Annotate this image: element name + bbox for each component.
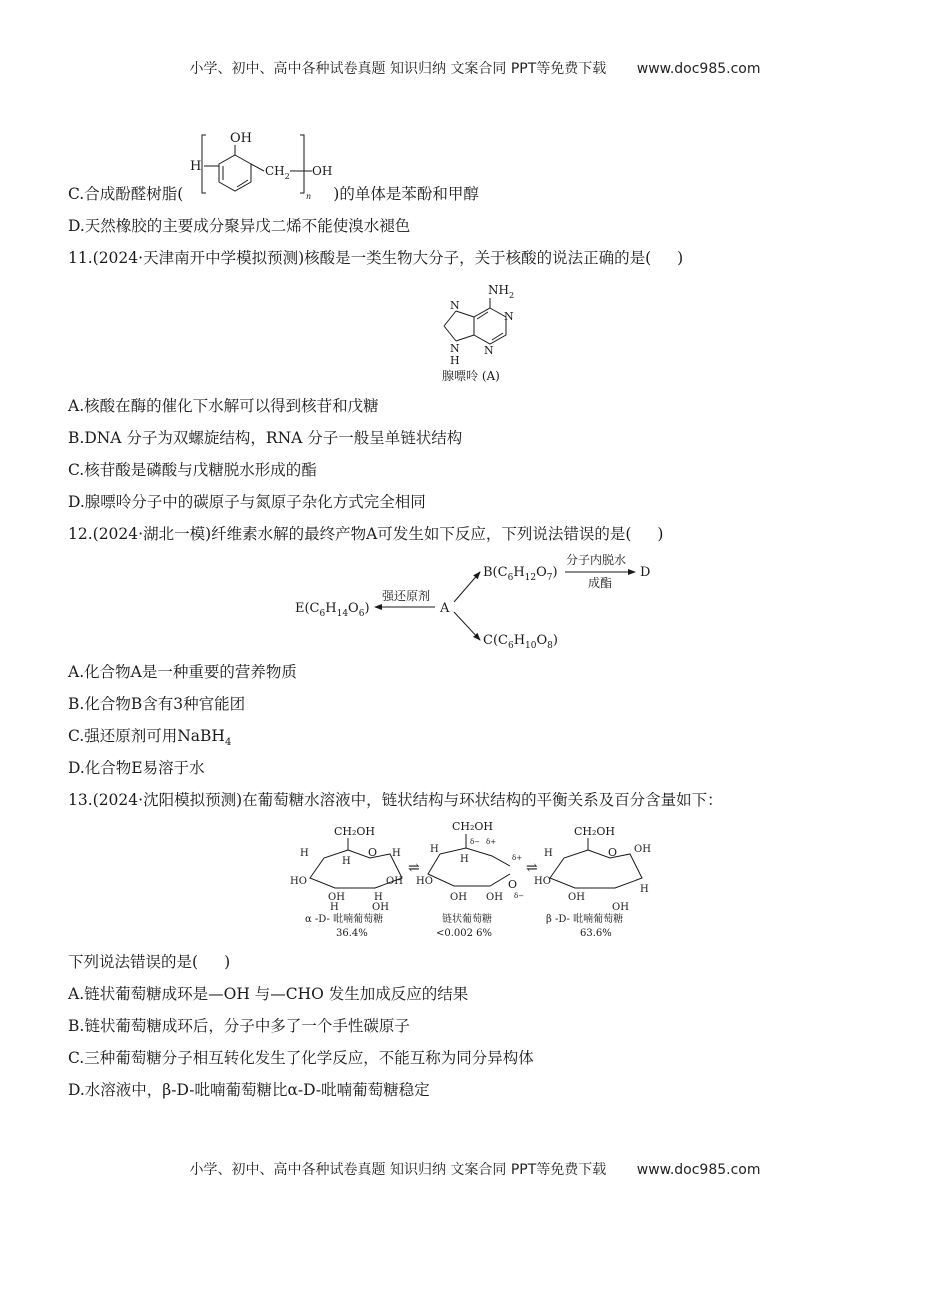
q13-option-b: B.链状葡萄糖成环后，分子中多了一个手性碳原子 [68,1017,410,1035]
svg-text:HO: HO [416,876,433,887]
q12-stem: 12.(2024·湖北一模)纤维素水解的最终产物A可发生如下反应，下列说法错误的是( ) [68,525,664,543]
beta-glucose-structure [534,825,651,939]
adenine-caption: 腺嘌呤 (A) [442,369,500,383]
q11-option-a: A.核酸在酶的催化下水解可以得到核苷和戊糖 [68,397,379,415]
q13-option-a: A.链状葡萄糖成环是—OH 与—CHO 发生加成反应的结果 [68,985,469,1003]
svg-text:OH: OH [328,892,345,903]
page-header [0,58,950,78]
q13-stem: 13.(2024·沈阳模拟预测)在葡萄糖水溶液中，链状结构与环状结构的平衡关系及百分含量如下： [68,791,723,809]
q11-stem: 11.(2024·天津南开中学模拟预测)核酸是一类生物大分子，关于核酸的说法正确的是( ) [68,249,684,267]
svg-text:OH: OH [634,844,651,855]
svg-text:OH: OH [450,892,467,903]
svg-text:OH: OH [486,892,503,903]
q11-option-d: D.腺嘌呤分子中的碳原子与氮原子杂化方式完全相同 [68,493,426,511]
alpha-pct: 36.4% [336,928,368,939]
adenine-structure [428,280,538,385]
chain-glucose-structure [416,820,524,939]
svg-text:OH: OH [612,902,629,913]
svg-text:HO: HO [290,876,307,887]
svg-text:OH: OH [372,902,389,913]
adenine-n1: N [504,310,514,323]
svg-text:H: H [430,844,439,855]
svg-text:δ+: δ+ [486,838,497,846]
footer-site[interactable]: www.doc985.com [636,1162,761,1178]
svg-text:OH: OH [386,876,403,887]
q12-option-c: C.强还原剂可用NaBH$_4$ [68,727,232,749]
q12-option-d: D.化合物E易溶于水 [68,759,205,777]
glucose-equilibrium-figure [290,818,670,940]
svg-text:δ+: δ+ [512,854,523,862]
beta-name: β -D- 吡喃葡萄糖 [546,914,624,925]
svg-text:δ−: δ− [470,838,481,846]
svg-text:H: H [544,848,553,859]
svg-text:CH₂OH: CH₂OH [574,825,616,838]
q13-option-c: C.三种葡萄糖分子相互转化发生了化学反应，不能互称为同分异构体 [68,1049,534,1067]
cellulose-reaction-scheme [290,552,670,652]
svg-text:⇌: ⇌ [408,860,420,876]
q13-option-d: D.水溶液中，β-D-吡喃葡萄糖比α-D-吡喃葡萄糖稳定 [68,1081,430,1099]
page-footer [0,1159,950,1179]
resin-n: n [306,192,312,201]
chain-name: 链状葡萄糖 [442,914,492,925]
scheme-e: $E(C_6H_{14}O_6)$ [295,601,370,619]
svg-text:O: O [508,878,518,891]
q11-option-c: C.核苷酸是磷酸与戊糖脱水形成的酯 [68,461,317,479]
header-text: 小学、初中、高中各种试卷真题 知识归纳 文案合同 PPT等免费下载 [189,61,607,77]
alpha-glucose-structure [290,825,403,939]
scheme-arrow-d-top: 分子内脱水 [566,553,627,567]
scheme-arrow-d-bottom: 成酯 [588,576,613,590]
scheme-c: $C(C_6H_{10}O_8)$ [483,633,558,651]
scheme-arrow-e-label: 强还原剂 [382,589,431,603]
svg-text:⇌: ⇌ [526,860,538,876]
svg-text:O: O [608,846,618,859]
svg-text:H: H [300,848,309,859]
resin-oh-end: OH [312,164,333,178]
q12-option-a: A.化合物A是一种重要的营养物质 [68,663,297,681]
footer-text: 小学、初中、高中各种试卷真题 知识归纳 文案合同 PPT等免费下载 [189,1162,607,1178]
svg-text:OH: OH [568,892,585,903]
svg-text:H: H [460,854,469,865]
svg-text:CH₂OH: CH₂OH [452,820,494,833]
svg-text:H: H [640,884,649,895]
svg-text:HO: HO [534,876,551,887]
svg-text:H: H [374,892,383,903]
q10-option-c: C.合成酚醛树脂( )的单体是苯酚和甲醇 [68,185,479,203]
q13-question: 下列说法错误的是( ) [68,953,231,971]
svg-text:H: H [342,856,351,867]
q12-option-b: B.化合物B含有3种官能团 [68,695,246,713]
adenine-n3: N [484,344,494,357]
resin-ch2: $CH_2$ [265,164,290,181]
scheme-a: A [440,601,450,616]
svg-text:CH₂OH: CH₂OH [334,825,376,838]
scheme-b: $B(C_6H_{12}O_7)$ [483,565,558,583]
q11-option-b: B.DNA 分子为双螺旋结构，RNA 分子一般呈单链状结构 [68,429,463,447]
beta-pct: 63.6% [580,928,612,939]
resin-oh: OH [230,131,252,146]
adenine-nh2: $NH_2$ [488,283,515,300]
adenine-n9: N [450,342,460,355]
svg-text:O: O [368,846,378,859]
chain-pct: <0.002 6% [436,928,493,939]
q10-option-d: D.天然橡胶的主要成分聚异戊二烯不能使溴水褪色 [68,217,411,235]
scheme-d: D [640,565,651,580]
resin-h: H [190,159,202,174]
adenine-h: H [450,354,460,367]
svg-text:δ−: δ− [514,892,525,900]
adenine-n7: N [450,299,460,312]
svg-text:H: H [392,848,401,859]
svg-text:H: H [330,902,339,913]
alpha-name: α -D- 吡喃葡萄糖 [305,914,384,925]
header-site[interactable]: www.doc985.com [636,61,761,77]
